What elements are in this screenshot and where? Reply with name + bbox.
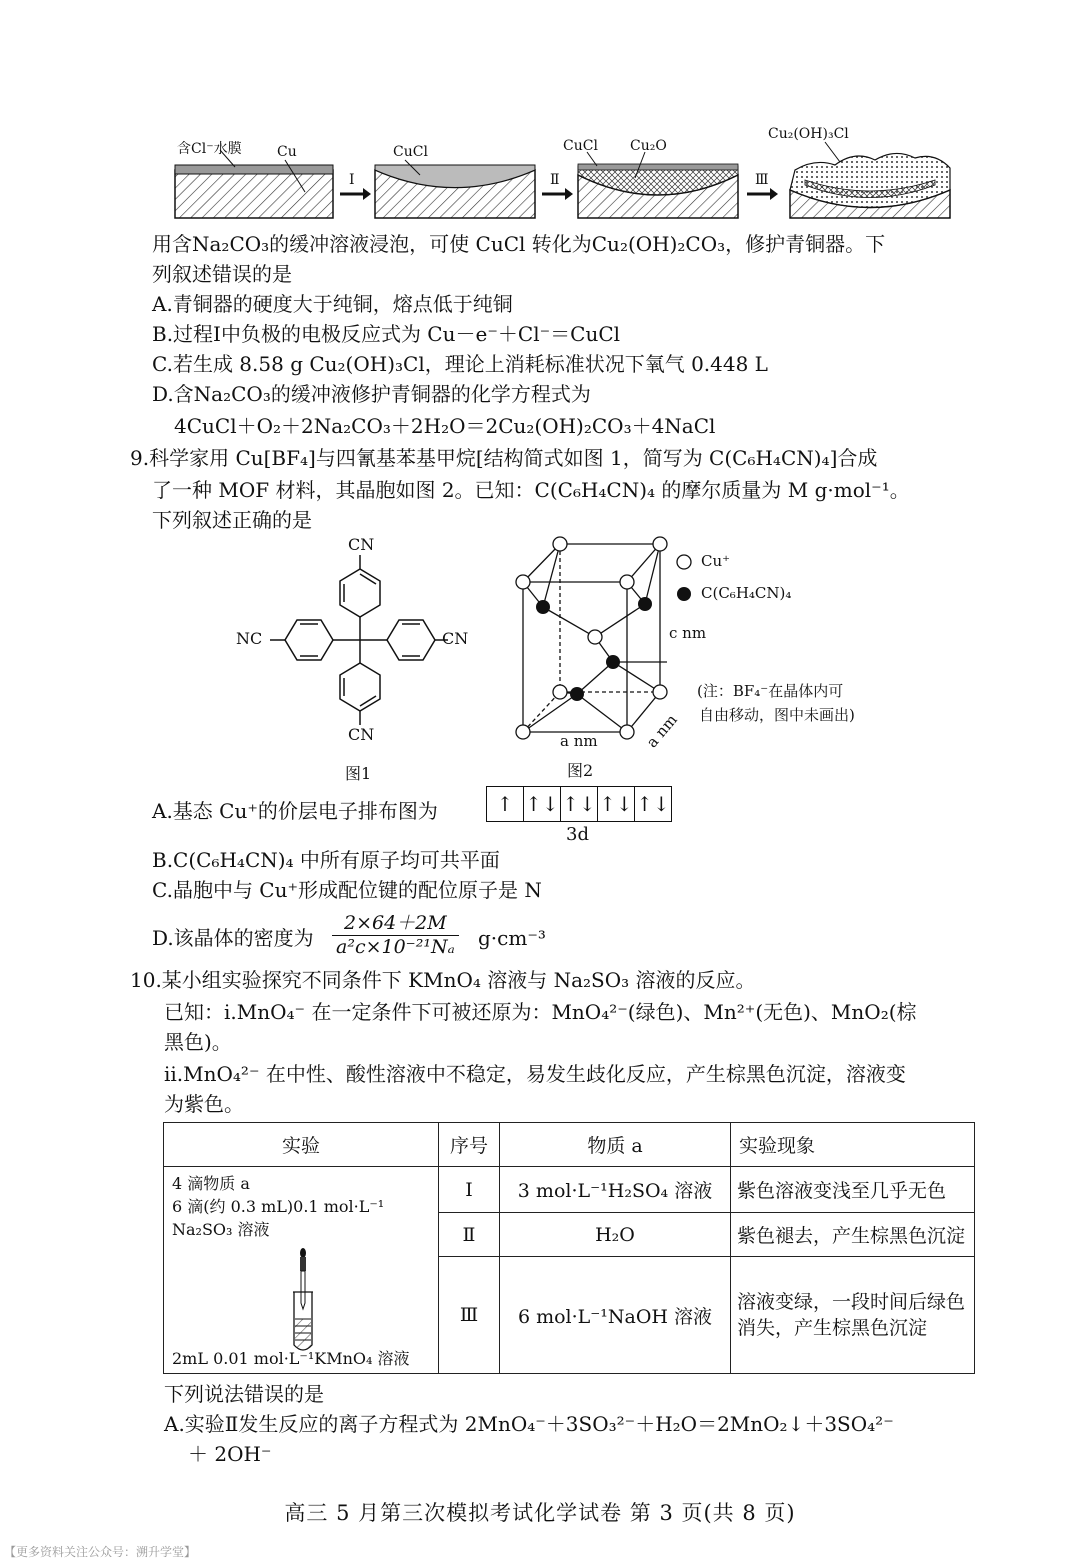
figure-2-unit-cell: [505, 532, 905, 787]
row-substance: H₂O: [500, 1213, 731, 1257]
q9-stem-1: 9.科学家用 Cu[BF₄]与四氰基苯基甲烷[结构简式如图 1，简写为 C(C₆H₄CN)₄]合成: [130, 446, 878, 470]
legend-c: C(C₆H₄CN)₄: [701, 584, 792, 602]
q8-option-a: A.青铜器的硬度大于纯铜，熔点低于纯铜: [152, 292, 513, 316]
row-observation: 溶液变绿，一段时间后绿色消失，产生棕黑色沉淀: [731, 1257, 975, 1374]
density-fraction: [332, 908, 459, 958]
q10-option-a-1: A.实验Ⅱ发生反应的离子方程式为 2MnO₄⁻＋3SO₃²⁻＋H₂O＝2MnO₂↓＋3SO₄²⁻: [164, 1412, 894, 1436]
test-tube-dropper: [284, 1247, 324, 1357]
fraction-numerator: 2×64＋2M: [343, 912, 447, 934]
orbital-box: ↑: [487, 787, 524, 821]
q10-stem: 10.某小组实验探究不同条件下 KMnO₄ 溶液与 Na₂SO₃ 溶液的反应。: [130, 968, 756, 992]
row-number: Ⅱ: [439, 1213, 500, 1257]
q9-stem-2: 了一种 MOF 材料，其晶胞如图 2。已知：C(C₆H₄CN)₄ 的摩尔质量为 M g·mol⁻¹。: [152, 478, 910, 502]
cn-right: CN: [442, 629, 469, 648]
row-number: Ⅰ: [439, 1167, 500, 1213]
row-substance: 6 mol·L⁻¹NaOH 溶液: [500, 1257, 731, 1374]
q9-stem-3: 下列叙述正确的是: [152, 508, 312, 532]
header-substance: 物质 a: [500, 1123, 731, 1167]
q8-option-d-equation: 4CuCl＋O₂＋2Na₂CO₃＋2H₂O＝2Cu₂(OH)₂CO₃＋4NaCl: [174, 414, 716, 438]
nc-left: NC: [236, 629, 263, 648]
q9-option-a: A.基态 Cu⁺的价层电子排布图为: [152, 799, 438, 823]
setup-line-2: 6 滴(约 0.3 mL)0.1 mol·L⁻¹: [172, 1197, 385, 1216]
header-experiment: 实验: [164, 1123, 439, 1167]
label-cu2o: Cu₂O: [630, 138, 667, 154]
row-number: Ⅲ: [439, 1257, 500, 1374]
q8-option-b: B.过程Ⅰ中负极的电极反应式为 Cu－e⁻＋Cl⁻＝CuCl: [152, 322, 621, 346]
q10-known-2a: ⅱ.MnO₄²⁻ 在中性、酸性溶液中不稳定，易发生歧化反应，产生棕黑色沉淀，溶液变: [164, 1062, 906, 1086]
note-line-1: (注：BF₄⁻在晶体内可: [697, 682, 844, 700]
q10-known-1a: 已知：ⅰ.MnO₄⁻ 在一定条件下可被还原为：MnO₄²⁻(绿色)、Mn²⁺(无色)、MnO₂(棕: [164, 1000, 917, 1024]
setup-line-3: Na₂SO₃ 溶液: [172, 1220, 270, 1239]
experiment-table: [163, 1122, 975, 1374]
setup-cell: [164, 1167, 439, 1374]
label-cucl-2: CuCl: [563, 138, 598, 154]
page-footer: 高三 5 月第三次模拟考试化学试卷 第 3 页(共 8 页): [284, 1501, 796, 1525]
promo-watermark: 【更多资料关注公众号：溯升学堂】: [4, 1545, 197, 1559]
legend-cu: Cu⁺: [701, 552, 731, 570]
density-unit: g·cm⁻³: [478, 926, 546, 950]
label-product: Cu₂(OH)₃Cl: [768, 126, 849, 142]
q9-option-c: C.晶胞中与 Cu⁺形成配位键的配位原子是 N: [152, 878, 542, 902]
orbital-label: 3d: [566, 824, 589, 845]
step-3: Ⅲ: [755, 172, 769, 188]
label-cu: Cu: [277, 144, 297, 160]
orbital-box: ↑↓: [598, 787, 635, 821]
note-line-2: 自由移动，图中未画出): [699, 706, 855, 724]
label-film: 含Cl⁻水膜: [177, 141, 242, 157]
orbital-box: ↑↓: [561, 787, 598, 821]
q8-stem-2: 列叙述错误的是: [152, 262, 292, 286]
step-2: Ⅱ: [550, 172, 560, 188]
header-observation: 实验现象: [731, 1123, 975, 1167]
setup-line-1: 4 滴物质 a: [172, 1174, 250, 1193]
figure-1-caption: 图1: [345, 764, 372, 783]
q8-stem-1: 用含Na₂CO₃的缓冲溶液浸泡，可使 CuCl 转化为Cu₂(OH)₂CO₃，修护青铜器。下: [152, 232, 886, 256]
orbital-box: ↑↓: [636, 792, 670, 816]
figure-2-caption: 图2: [567, 761, 594, 780]
corrosion-figure: [165, 126, 965, 225]
setup-bottom: 2mL 0.01 mol·L⁻¹KMnO₄ 溶液: [172, 1349, 410, 1368]
figure-1-structure: [230, 535, 490, 785]
cn-top: CN: [348, 535, 375, 554]
q8-option-d: D.含Na₂CO₃的缓冲液修护青铜器的化学方程式为: [152, 382, 591, 406]
label-cucl-1: CuCl: [393, 144, 428, 160]
orbital-diagram: [486, 786, 672, 822]
orbital-box: ↑↓: [524, 787, 561, 821]
q9-option-b: B.C(C₆H₄CN)₄ 中所有原子均可共平面: [152, 848, 500, 872]
row-observation: 紫色溶液变浅至几乎无色: [731, 1167, 975, 1213]
q10-after: 下列说法错误的是: [164, 1382, 324, 1406]
row-substance: 3 mol·L⁻¹H₂SO₄ 溶液: [500, 1167, 731, 1213]
step-1: Ⅰ: [349, 172, 355, 188]
fraction-denominator: a²c×10⁻²¹Nₐ: [336, 936, 455, 958]
q8-option-c: C.若生成 8.58 g Cu₂(OH)₃Cl，理论上消耗标准状况下氧气 0.448 L: [152, 352, 768, 376]
a-nm-side: a nm: [642, 710, 681, 752]
q10-known-2b: 为紫色。: [164, 1092, 244, 1116]
header-number: 序号: [439, 1123, 500, 1167]
c-nm-label: c nm: [669, 624, 707, 642]
a-nm-bottom: a nm: [560, 732, 598, 750]
q9-option-d: D.该晶体的密度为: [152, 926, 314, 950]
q10-known-1b: 黑色)。: [164, 1030, 232, 1054]
row-observation: 紫色褪去，产生棕黑色沉淀: [731, 1213, 975, 1257]
q10-option-a-2: ＋ 2OH⁻: [188, 1442, 272, 1466]
cn-bottom: CN: [348, 725, 375, 744]
